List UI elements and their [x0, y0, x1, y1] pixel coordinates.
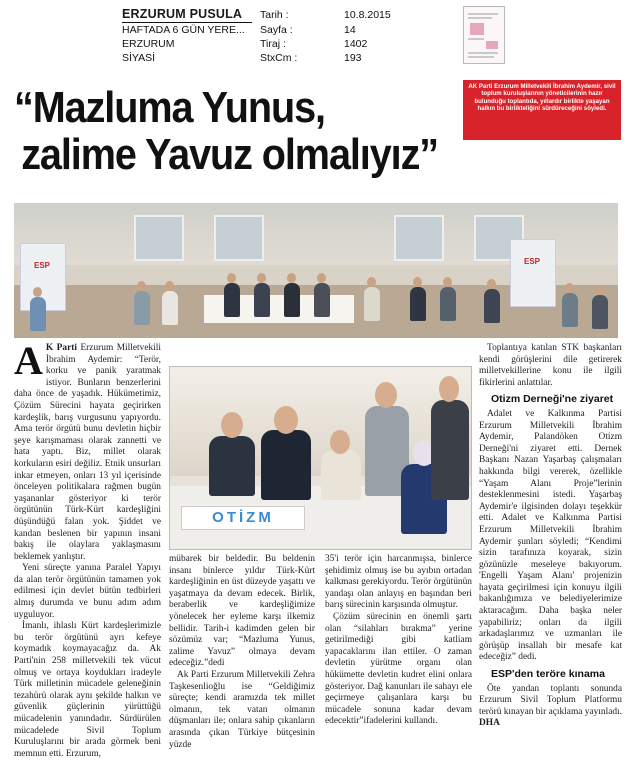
- headline-line-2: zalime Yavuz olmalıyız”: [21, 130, 439, 179]
- paragraph: 35'i terör için harcanmışsa, binlerce şehidimiz olmuş ise bu ayıbın ortadan kalkması gerekiyordu. Terör örgütünün yandaşı olan anlayış en başından beri barış sürecinin karşısında olmuştur.: [325, 554, 472, 611]
- page-value: 14: [344, 24, 356, 36]
- paragraph: Toplantıya katılan STK başkanları kendi görüşlerini dile getirerek milletvekillerine konu ile ilgili fikirlerini anlattılar.: [479, 343, 622, 388]
- article-column-1: [14, 338, 161, 760]
- lead-paragraph: Erzurum Milletvekili İbrahim Aydemir: “Terör, korku ve panik yaratmak istiyor. Bunların benzerlerini daha önce de yaşadık. Hükümetimiz, Çözüm Sürecini hayata geçirirken kardeşlik, barış vurgusunu yapıyordu. Ama terör örgütü bunu devletin hiçbir şeye karışmaması olarak zannetti ve hata yaptı. Biz, millet olarak korkuların esiri değiliz. Etnik unsurları inkar etmeyen, onları 13 yıl içerisinde önceleyen politikalara rağmen bugün yaşananlar gösteriyor ki terör örgütünün Türk-Kürt kardeşliğini düşündüğü falan yok. Şiddet ve kandan beslenen bir yapının insani bakış ile olaylara yaklaşmasını beklemek yanlıştır.: [14, 343, 161, 562]
- circulation-label: Tiraj :: [260, 38, 286, 50]
- section-label: SİYASİ: [122, 52, 156, 64]
- article-column-3: [325, 554, 472, 728]
- meeting-photo: [14, 203, 618, 338]
- paragraph: İmanlı, ihlaslı Kürt kardeşlerimizle bu terör örgütünü ayrı kefeye koymadık koymayacağız da. Ak Parti'nin 258 milletvekili tek vücut olmuş ve ortaya koydukları iradeyle Türk milletinin mücadele geleneğinin tezahürü olarak aynı şekilde halkın ve güvenlik güçlerinin yürüttüğü mücadelenin yanındadır. Sürdürülen mücadelede Sivil Toplum Kuruluşlarını bir arada görmek beni memnun etti. Erzurum,: [14, 621, 161, 759]
- agency-signature: DHA: [479, 718, 500, 729]
- paragraph: mübarek bir beldedir. Bu beldenin insanı binlerce yıldır Türk-Kürt kardeşliğinin en üst düzeyde yaşattı ve yaşatmaya da devam edecek. Birlik, beraberlik ve kardeşliğimize yönelecek her eyleme karşı ilkemiz bellidir. Tarih-i kadimden gelen bir sözümüz var; “Mazluma Yunus, zalime Yavuz” olmaya devam edeceğiz.”dedi: [169, 554, 315, 669]
- paragraph: Adalet ve Kalkınma Partisi Erzurum Milletvekili İbrahim Aydemir, Palandöken Otizm Derneği'ni ziyaret etti. Dernek Başkanı Nazan Yaşarbaş çalışmaları hakkında bilgi vererek, özellikle “Yaşam Alanı Proje”lerinin desteklenmesini istedi. Yaşarbaş Aydemir'e ilgisinden dolayı teşekkür etti. Adalet ve Kalkınma Partisi Erzurum Milletvekili İbrahim Aydemir şunları söyledi; “Kendimi sizin tarafınıza koyarak, sizin gözünüzle meseleye bakıyorum. 'Engelli Yaşam Alanı' projenizin hayata geçirilmesi için konuyu ilgili bakanlığımıza ve belediyelerimize aktaracağım. Daha başka neler yapabiliriz; onları da ilgili arkadaşlarımız ve uzmanları ile görüşüp insallah bir mesafe kat edeceğiz” dedi.: [479, 408, 622, 663]
- subheading-autism-visit: Otizm Derneği'ne ziyaret: [491, 393, 614, 406]
- photo-banner-left: ESP: [33, 261, 50, 270]
- dropcap: A: [14, 338, 43, 383]
- otizm-sign: OTİZM: [181, 506, 305, 530]
- article-column-4: [479, 343, 622, 730]
- area-label: StxCm :: [260, 52, 298, 64]
- city-label: ERZURUM: [122, 38, 175, 50]
- date-value: 10.8.2015: [344, 9, 391, 21]
- paragraph: Çözüm sürecinin en önemli şartı olan “silahları bırakma” yerine getirilmediği gibi katliam yapacaklarını ilan ettiler. O zaman devletin yürütme organı olan hükümette devletin kudret elini onlara gösteriyor. Dağ kanunları ile sahayı ele geçirmeye çalışanlara karşı bu mücadele sonuna kadar devam edecektir”ifadelerini kullandı.: [325, 611, 472, 727]
- circulation-value: 1402: [344, 38, 368, 50]
- autism-visit-photo: [169, 366, 472, 550]
- kicker-box: AK Parti Erzurum Milletvekili İbrahim Aydemir, sivil toplum kuruluşlarının yöneticilerinin hazır bulunduğu toplantıda, yıllardır birlikte yaşayan halkın bu birlikteliğini sürdüreceğini söyledi.: [463, 80, 621, 140]
- photo-banner-right: ESP: [523, 257, 540, 266]
- subheading-esp-condemn: ESP'den teröre kınama: [491, 668, 605, 681]
- area-value: 193: [344, 52, 362, 64]
- paragraph: Yeni süreçte yanına Paralel Yapıyı da alan terör örgütünün tamamen yok edilmesi için devlet bütün tedbirleri almış durumda ve bunu adım adım uyguluyor.: [14, 563, 161, 620]
- page-label: Sayfa :: [260, 24, 293, 36]
- date-label: Tarih :: [260, 9, 289, 21]
- article-column-2: [169, 554, 315, 751]
- headline-line-1: “Mazluma Yunus,: [14, 83, 325, 132]
- paragraph: Öte yandan toplantı sonunda Erzurum Sivil Toplum Platformu terörü kınayan bir açıklama yayınladı.: [479, 683, 622, 717]
- page-thumbnail: [463, 6, 505, 64]
- publication-name: ERZURUM PUSULA: [122, 7, 243, 21]
- edition-label: HAFTADA 6 GÜN YERE...: [122, 24, 245, 36]
- paragraph: Ak Parti Erzurum Milletvekili Zehra Taşkesenlioğlu ise “Geldiğimiz süreçte; kendi aramızda tek millet olmanın, tek vatan olmanın düşmanları ile; onlara sahip çıkanların arasında çıkan Türkiye bütçesinin yüzde: [169, 669, 315, 750]
- publication-underline: [122, 22, 252, 23]
- lead-bold-text: K Parti: [45, 343, 77, 353]
